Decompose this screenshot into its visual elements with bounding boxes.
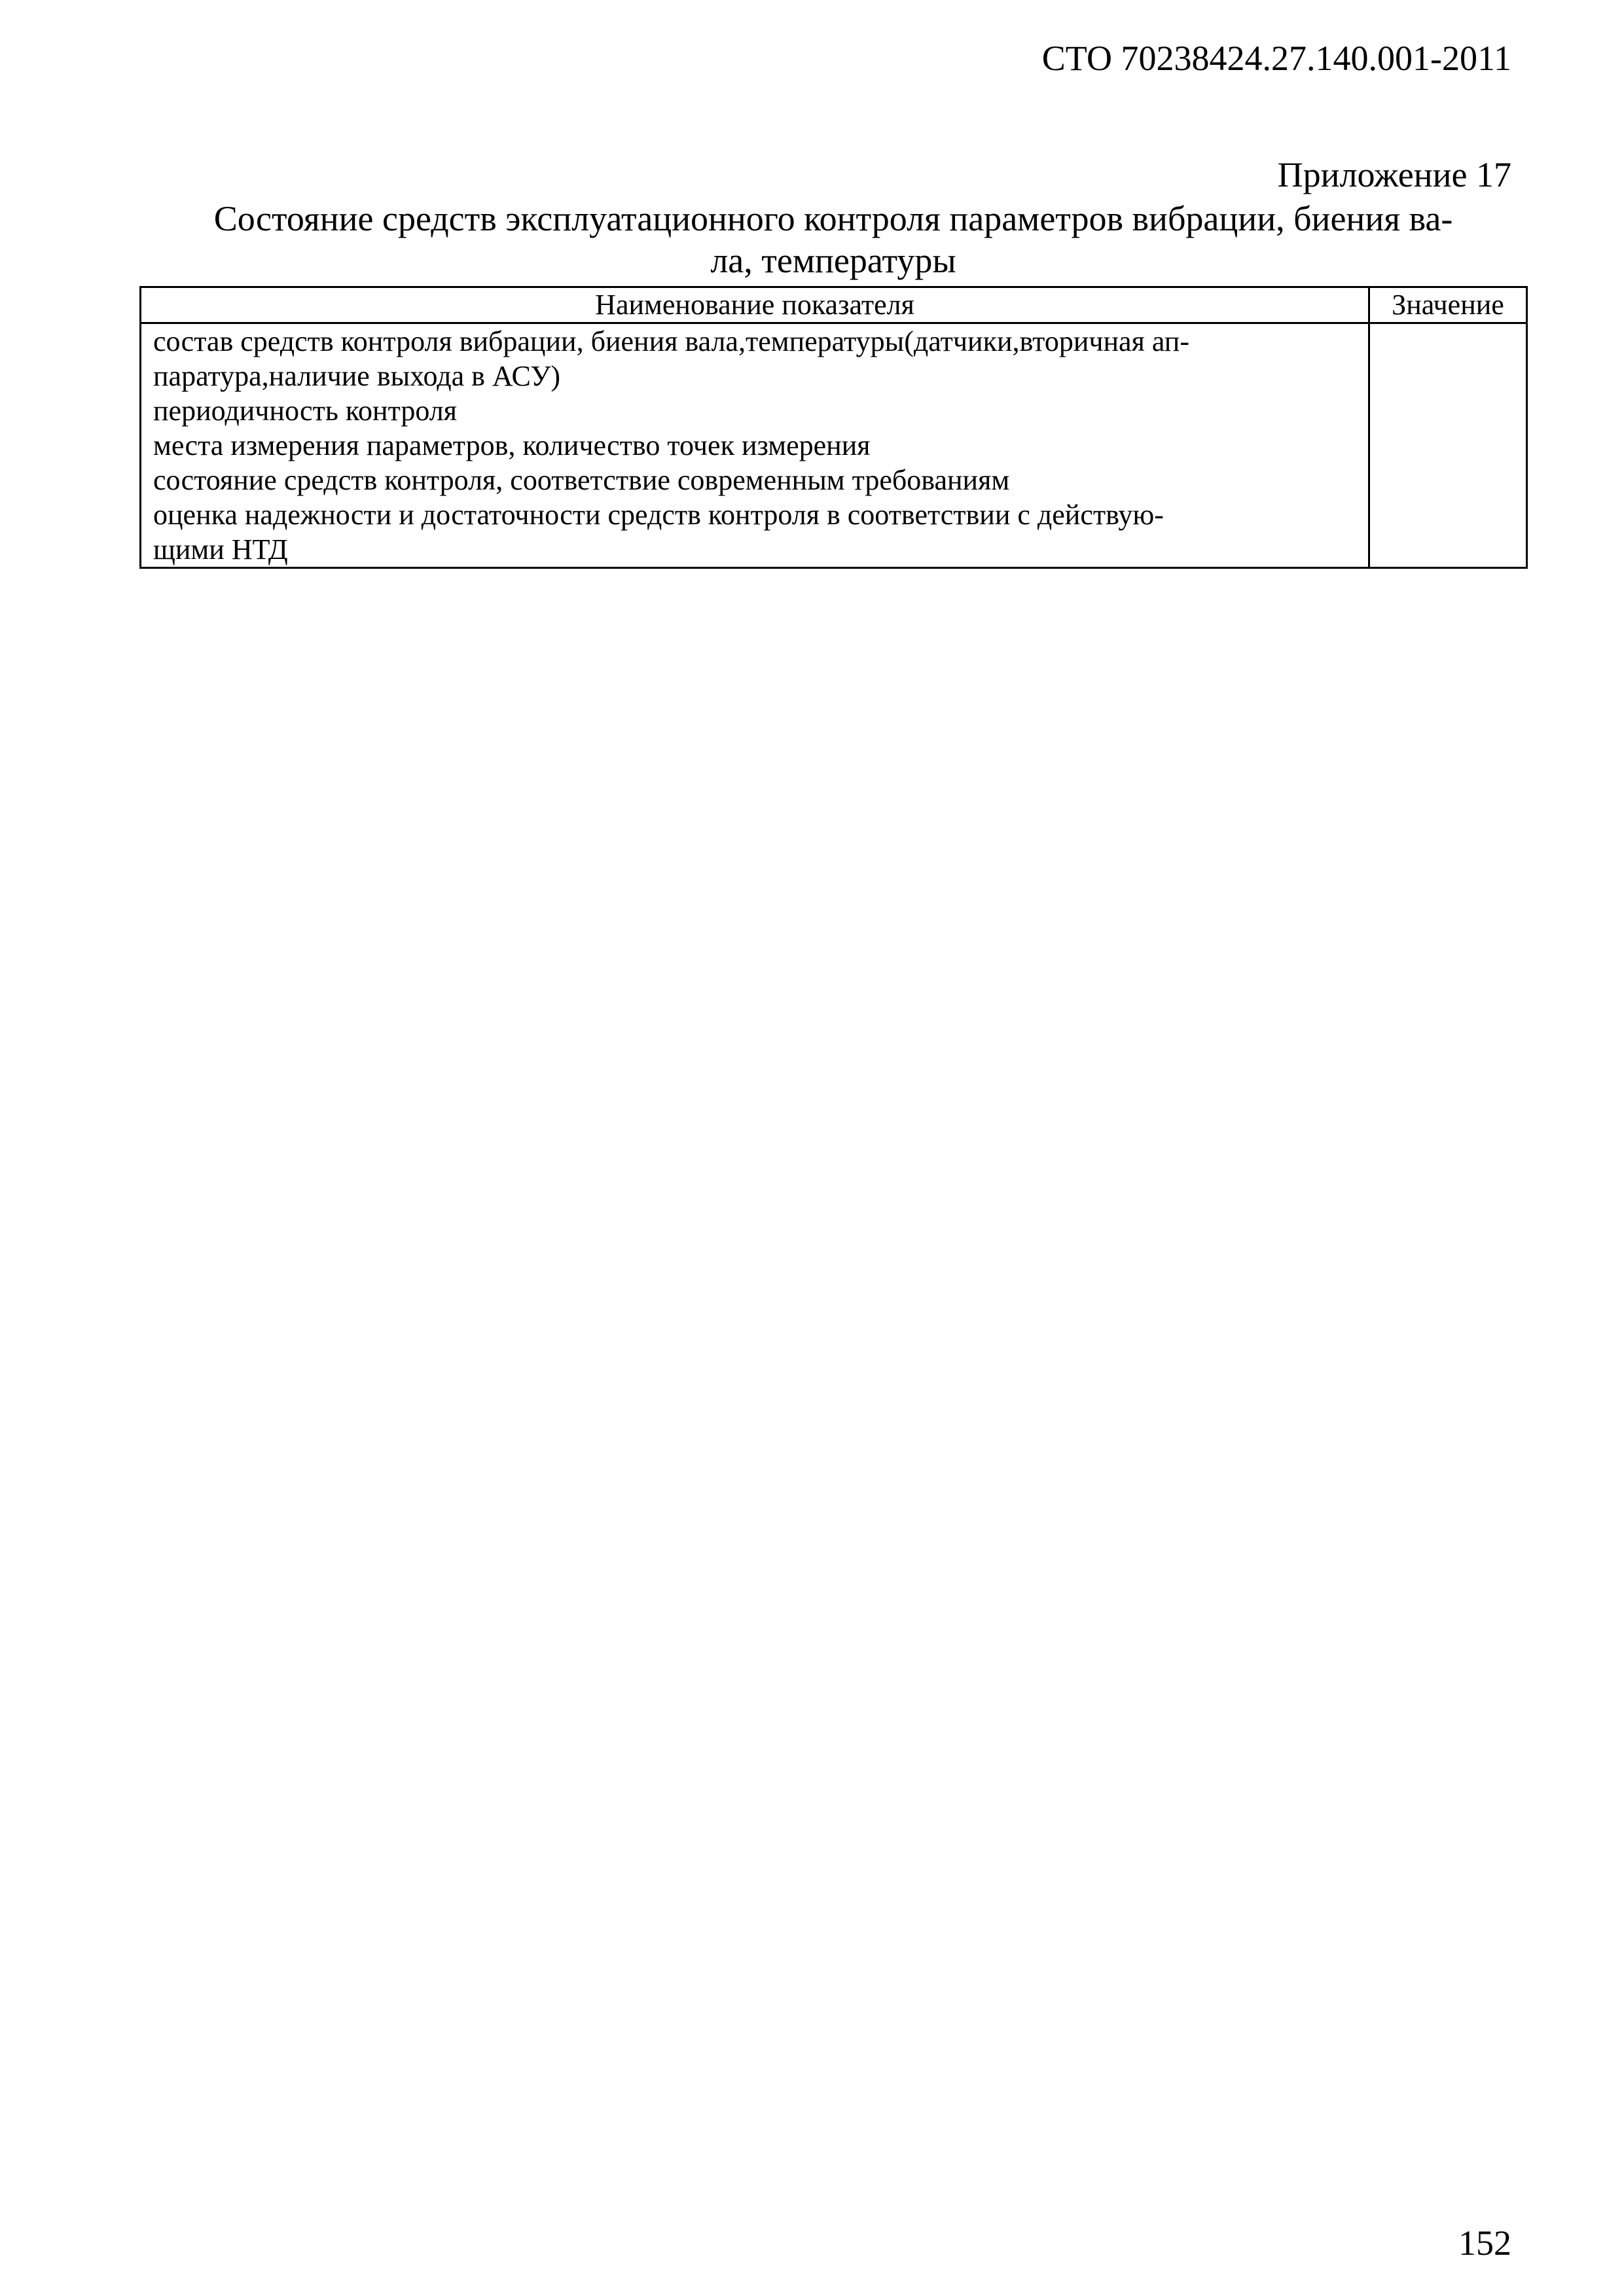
appendix-label: Приложение 17	[1277, 155, 1511, 194]
table-row	[141, 323, 1527, 568]
indicator-line: оценка надежности и достаточности средств контроля в соответствии с действую-	[153, 499, 1164, 531]
indicator-line: щими НТД	[153, 533, 288, 565]
value-cell	[1369, 323, 1527, 568]
table-title-line: Состояние средств эксплуатационного контроля параметров вибрации, биения ва-	[213, 199, 1453, 238]
table-title-line: ла, температуры	[710, 241, 956, 280]
table-header-row	[141, 287, 1527, 323]
indicator-table	[139, 286, 1528, 569]
indicator-cell	[141, 323, 1369, 568]
indicator-line: периодичность контроля	[153, 395, 457, 427]
indicator-line: состав средств контроля вибрации, биения вала,температуры(датчики,вторичная ап-	[153, 325, 1189, 357]
indicator-line: паратура,наличие выхода в АСУ)	[153, 360, 561, 392]
page-number: 152	[1458, 2223, 1511, 2263]
indicator-line: места измерения параметров, количество точек измерения	[153, 429, 871, 461]
indicator-line: состояние средств контроля, соответствие современным требованиям	[153, 464, 1010, 496]
column-header-indicator: Наименование показателя	[141, 287, 1369, 323]
document-code: СТО 70238424.27.140.001-2011	[1041, 39, 1511, 78]
table-title	[141, 198, 1526, 281]
column-header-value: Значение	[1369, 287, 1527, 323]
